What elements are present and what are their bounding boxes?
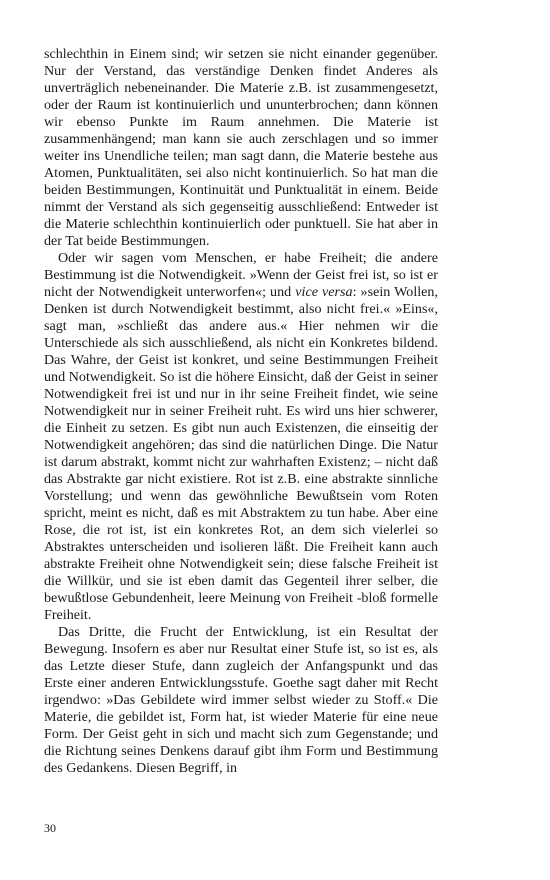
paragraph-1 — [44, 46, 438, 250]
text-run: Oder wir sagen vom Menschen, er habe Freiheit; die andere Bestimmung ist die Notwendigkeit. »Wenn der Geist frei ist, so ist er nicht der Notwendigkeit unterworfen«; und — [44, 250, 438, 300]
paragraph-3 — [44, 624, 438, 777]
text-run: schlechthin in Einem sind; wir setzen sie nicht einander gegenüber. Nur der Verstand, das verständige Denken findet Anderes als unverträglich nebeneinander. Die Materie z.B. ist zusammengesetzt, oder der Raum ist kontinuierlich und ununterbrochen; dann können wir ebenso Punkte im Raum annehmen. Die Materie ist zusammenhängend; man kann sie auch zerschlagen und so immer weiter ins Unendliche teilen; man sagt dann, die Materie bestehe aus Atomen, Punktualitäten, sei also nicht kontinuierlich. So hat man die beiden Bestimmungen, Kontinuität und Punktualität in einem. Beide nimmt der Verstand als sich gegenseitig ausschließend: Entweder ist die Materie schlechthin kontinuierlich oder punktuell. Sie hat aber in der Tat beide Bestimmungen. — [44, 46, 438, 249]
page-number: 30 — [44, 821, 56, 835]
italic-text-run: vice versa — [295, 284, 353, 300]
body-text — [44, 46, 438, 777]
paragraph-2 — [44, 250, 438, 624]
text-run: : »sein Wollen, Denken ist durch Notwendigkeit bestimmt, also nicht frei.« »Eins«, sagt man, »schließt das andere aus.« Hier nehmen wir die Unterschiede als sich ausschließend, als nicht ein Konkretes bildend. Das Wahre, der Geist ist konkret, und seine Bestimmungen Freiheit und Notwendigkeit. So ist die höhere Einsicht, daß der Geist in seiner Notwendigkeit frei ist und nur in ihr seine Freiheit findet, wie seine Notwendigkeit nur in seiner Freiheit ruht. Es wird uns hier schwerer, die Einheit zu setzen. Es gibt nun auch Existenzen, die einseitig der Notwendigkeit angehören; das sind die natürlichen Dinge. Die Natur ist darum abstrakt, kommt nicht zur wahrhaften Existenz; – nicht daß das Abstrakte gar nicht existiere. Rot ist z.B. eine abstrakte sinnliche Vorstellung; und wenn das gewöhnliche Bewußtsein vom Roten spricht, meint es nicht, daß es mit Abstraktem zu tun habe. Aber eine Rose, die rot ist, ist ein konkretes Rot, an dem sich vielerlei so Abstraktes unterscheiden und isolieren läßt. Die Freiheit kann auch abstrakte Freiheit ohne Notwendigkeit sein; diese falsche Freiheit ist die Willkür, und sie ist eben damit das Gegenteil ihrer selber, die bewußtlose Gebundenheit, leere Meinung von Freiheit -bloß formelle Freiheit. — [44, 284, 438, 623]
text-run: Das Dritte, die Frucht der Entwicklung, ist ein Resultat der Bewegung. Insofern es aber nur Resultat einer Stufe ist, so ist es, als das Letzte dieser Stufe, dann zugleich der Anfangspunkt und das Erste einer anderen Entwicklungsstufe. Goethe sagt daher mit Recht irgendwo: »Das Gebildete wird immer selbst wieder zu Stoff.« Die Materie, die gebildet ist, Form hat, ist wieder Materie für eine neue Form. Der Geist geht in sich und macht sich zum Gegenstande; und die Richtung seines Denkens darauf gibt ihm Form und Bestimmung des Gedankens. Diesen Begriff, in — [44, 624, 438, 776]
